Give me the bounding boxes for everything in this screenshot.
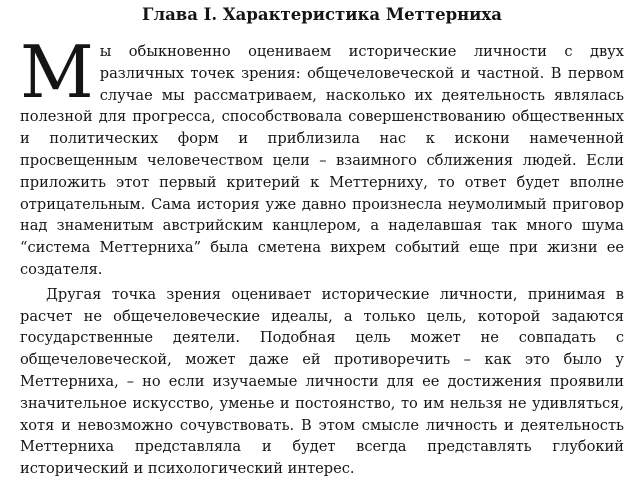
paragraph-2: Другая точка зрения оценивает исторические личности, принимая в расчет не общечеловеческие идеалы, а только цель, которой задаются государственные деятели. Подобная цель может не совпадать с общечеловеческой, может даже ей противоречить – как это было у Меттерниха, – но если изучаемые личности для ее достижения проявили значительное искусство, уменье и постоянство, то им нельзя не удивляться, хотя и невозможно сочувствовать. В этом смысле личность и деятельность Меттерниха представляла и будет всегда представлять глубокий исторический и психологический интерес. — [20, 285, 624, 478]
paragraph-1 — [20, 30, 624, 281]
drop-cap: М — [20, 30, 94, 114]
chapter-title: Глава I. Характеристика Меттерниха — [142, 5, 502, 24]
paragraph-1-text: ы обыкновенно оцениваем исторические личности с двух различных точек зрения: общечеловеческой и частной. В первом случае мы рассматриваем, насколько их деятельность являлась полезной для прогресса, способствовала совершенствованию общественных и политических форм и приблизила нас к искони намеченной просвещенным человечеством цели – взаимного сближения людей. Если приложить этот первый критерий к Меттерниху, то ответ будет вполне отрицательным. Сама история уже давно произнесла неумолимый приговор над знаменитым австрийским канцлером, а наделавшая так много шума “система Меттерниха” была сметена вихрем событий еще при жизни ее создателя. — [20, 43, 624, 278]
